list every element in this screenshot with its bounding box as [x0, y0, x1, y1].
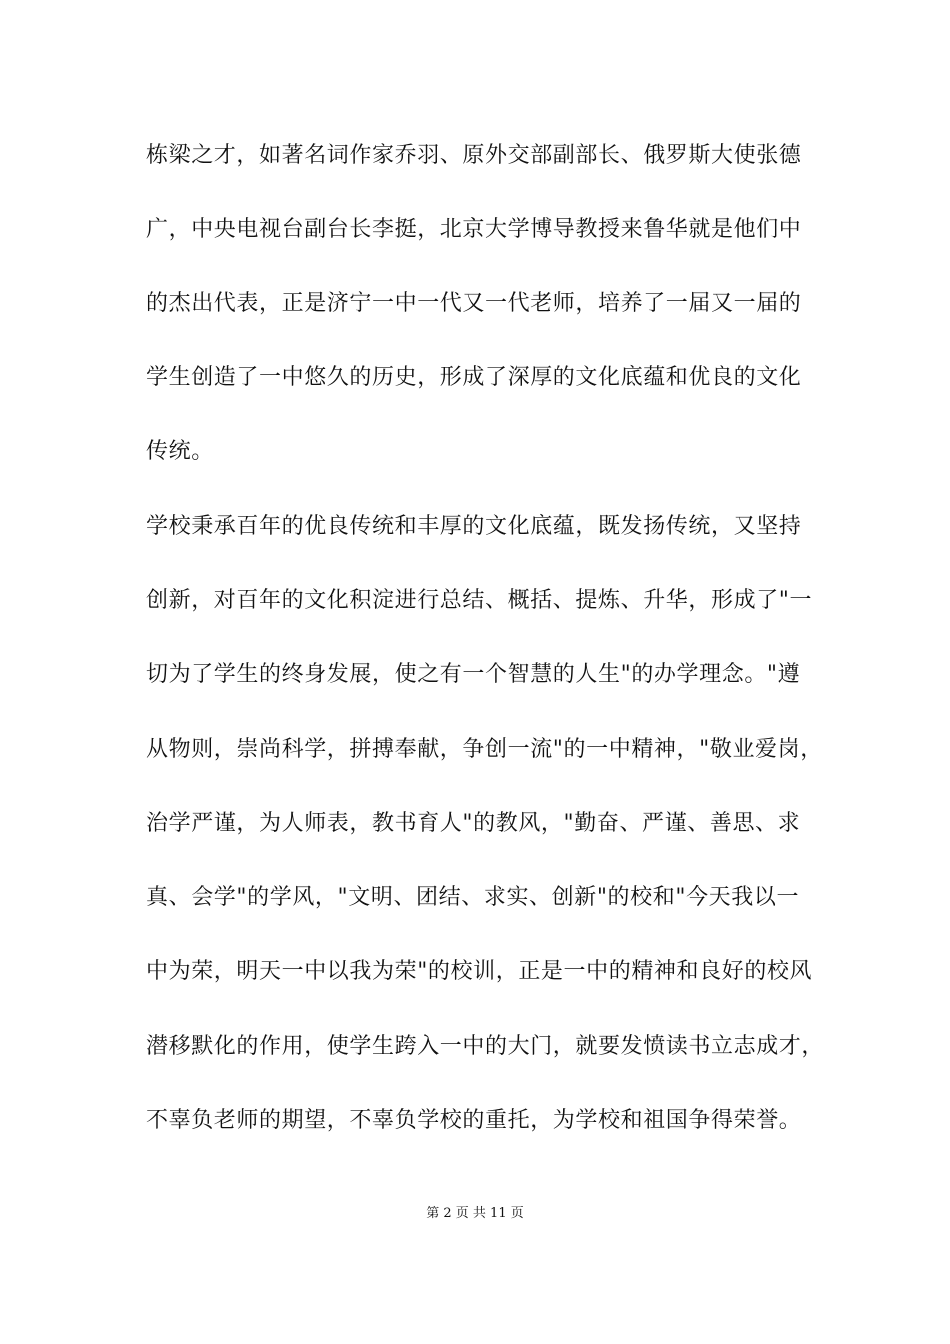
text-line: 潜移默化的作用，使学生跨入一中的大门，就要发愤读书立志成才，	[146, 1034, 825, 1059]
text-line: 栋梁之才，如著名词作家乔羽、原外交部副部长、俄罗斯大使张德	[146, 143, 802, 168]
text-line: 广，中央电视台副台长李挺，北京大学博导教授来鲁华就是他们中	[146, 217, 802, 242]
text-line: 创新，对百年的文化积淀进行总结、概括、提炼、升华，形成了"一	[146, 588, 813, 613]
text-line: 切为了学生的终身发展，使之有一个智慧的人生"的办学理念。"遵	[146, 662, 801, 687]
text-line: 不辜负老师的期望，不辜负学校的重托，为学校和祖国争得荣誉。	[146, 1108, 802, 1133]
text-line: 学校秉承百年的优良传统和丰厚的文化底蕴，既发扬传统，又坚持	[146, 514, 802, 539]
text-line: 中为荣，明天一中以我为荣"的校训，正是一中的精神和良好的校风	[146, 959, 813, 984]
text-line: 真、会学"的学风，"文明、团结、求实、创新"的校和"今天我以一	[146, 885, 800, 910]
text-line: 学生创造了一中悠久的历史，形成了深厚的文化底蕴和优良的文化	[146, 365, 802, 390]
text-line: 治学严谨，为人师表，教书育人"的教风，"勤奋、严谨、善思、求	[146, 811, 801, 836]
text-line: 的杰出代表，正是济宁一中一代又一代老师，培养了一届又一届的	[146, 291, 802, 316]
page-number: 第 2 页 共 11 页	[426, 1206, 524, 1221]
text-line: 从物则，崇尚科学，拼搏奉献，争创一流"的一中精神，"敬业爱岗，	[146, 737, 823, 762]
text-line: 传统。	[146, 439, 214, 464]
